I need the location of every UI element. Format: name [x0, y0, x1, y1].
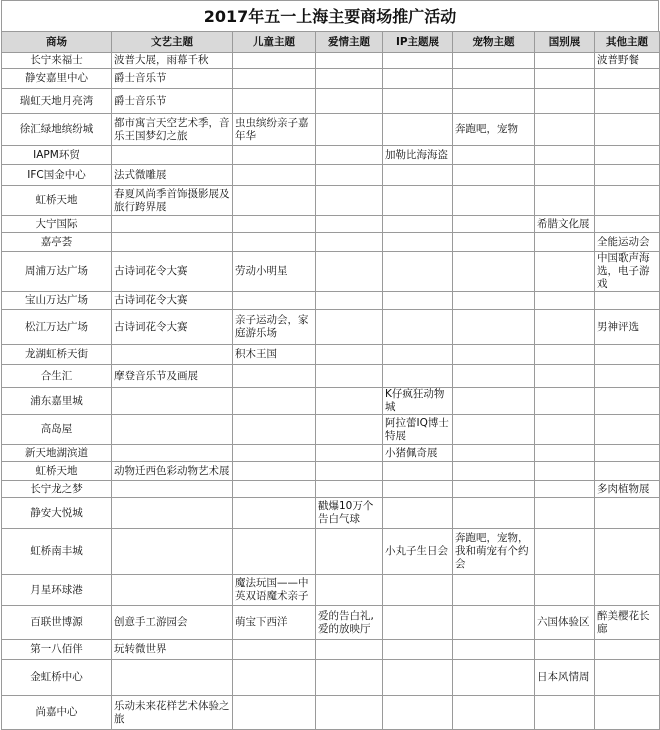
activity-cell	[316, 696, 383, 730]
activity-cell	[316, 310, 383, 345]
activity-cell: 加勒比海海盗	[383, 146, 453, 165]
table-row	[2, 498, 660, 529]
activity-cell	[453, 365, 535, 388]
activity-cell	[383, 575, 453, 606]
activity-cell	[316, 69, 383, 89]
table-row	[2, 53, 660, 69]
activity-cell	[535, 53, 595, 69]
activity-cell	[233, 481, 316, 498]
activity-cell	[453, 216, 535, 233]
table-row	[2, 462, 660, 481]
activity-cell: 波普野餐	[595, 53, 660, 69]
mall-name-cell: 月星环球港	[2, 575, 112, 606]
activity-cell	[383, 660, 453, 696]
mall-name-cell: 宝山万达广场	[2, 292, 112, 310]
mall-name-cell: 浦东嘉里城	[2, 388, 112, 415]
activity-cell	[535, 481, 595, 498]
activity-cell	[535, 388, 595, 415]
activity-cell	[316, 415, 383, 445]
table-row	[2, 388, 660, 415]
table-row	[2, 292, 660, 310]
activity-cell	[316, 462, 383, 481]
activity-cell	[383, 69, 453, 89]
activity-cell	[316, 445, 383, 462]
activity-cell	[453, 462, 535, 481]
activity-cell: 虫虫缤纷亲子嘉年华	[233, 114, 316, 146]
activity-cell	[535, 640, 595, 660]
table-row	[2, 481, 660, 498]
table-row	[2, 575, 660, 606]
activity-cell	[453, 606, 535, 640]
mall-name-cell: IAPM环贸	[2, 146, 112, 165]
activity-cell	[535, 462, 595, 481]
activity-cell	[316, 640, 383, 660]
table-row	[2, 233, 660, 252]
activity-cell: K仔疯狂动物城	[383, 388, 453, 415]
activity-cell	[233, 216, 316, 233]
activity-cell	[233, 640, 316, 660]
activity-cell	[233, 146, 316, 165]
activity-cell: 小猪佩奇展	[383, 445, 453, 462]
activity-cell	[535, 415, 595, 445]
activity-cell	[595, 69, 660, 89]
activity-cell	[233, 365, 316, 388]
activity-cell	[453, 233, 535, 252]
activity-cell: 波普大展，雨幕千秋	[112, 53, 233, 69]
mall-name-cell: 百联世博源	[2, 606, 112, 640]
activity-cell: 法式微雕展	[112, 165, 233, 186]
activity-cell	[112, 529, 233, 575]
activity-cell: 全能运动会	[595, 233, 660, 252]
activity-cell: 爱的告白礼,爱的放映厅	[316, 606, 383, 640]
activity-cell	[453, 53, 535, 69]
table-body	[2, 53, 660, 730]
table-row	[2, 365, 660, 388]
header-row	[2, 32, 660, 53]
activity-cell	[383, 345, 453, 365]
activity-cell: 多肉植物展	[595, 481, 660, 498]
activity-cell	[316, 216, 383, 233]
activity-cell	[316, 53, 383, 69]
activity-cell	[383, 165, 453, 186]
activity-cell	[233, 69, 316, 89]
activity-cell	[595, 445, 660, 462]
activity-cell: 希腊文化展	[535, 216, 595, 233]
activity-cell	[595, 216, 660, 233]
activity-cell	[535, 529, 595, 575]
activity-cell	[595, 660, 660, 696]
activity-cell	[316, 165, 383, 186]
activity-cell: 爵士音乐节	[112, 89, 233, 114]
activity-cell	[233, 498, 316, 529]
activity-cell	[112, 388, 233, 415]
activity-cell	[595, 165, 660, 186]
activity-cell	[535, 365, 595, 388]
table-row	[2, 146, 660, 165]
activity-cell	[535, 114, 595, 146]
table-row	[2, 640, 660, 660]
table-row	[2, 216, 660, 233]
column-header: IP主题展	[383, 32, 453, 53]
activity-cell	[383, 310, 453, 345]
activity-cell	[535, 69, 595, 89]
mall-name-cell: 新天地湖滨道	[2, 445, 112, 462]
activity-cell: 萌宝下西洋	[233, 606, 316, 640]
mall-name-cell: 高岛屋	[2, 415, 112, 445]
activity-cell: 爵士音乐节	[112, 69, 233, 89]
activity-cell: 亲子运动会，家庭游乐场	[233, 310, 316, 345]
activity-cell	[233, 696, 316, 730]
mall-name-cell: 金虹桥中心	[2, 660, 112, 696]
activity-cell: 古诗词花令大赛	[112, 310, 233, 345]
table-row	[2, 252, 660, 292]
activity-cell: 摩登音乐节及画展	[112, 365, 233, 388]
activity-cell	[316, 575, 383, 606]
mall-name-cell: 虹桥南丰城	[2, 529, 112, 575]
activity-cell: 玩转微世界	[112, 640, 233, 660]
mall-name-cell: 龙湖虹桥天街	[2, 345, 112, 365]
activity-cell	[453, 292, 535, 310]
activity-cell	[316, 146, 383, 165]
activity-cell: 春夏风尚季首饰摄影展及旅行跨界展	[112, 186, 233, 216]
activity-cell	[316, 345, 383, 365]
column-header: 国别展	[535, 32, 595, 53]
column-header: 爱情主题	[316, 32, 383, 53]
mall-name-cell: 尚嘉中心	[2, 696, 112, 730]
activity-cell	[383, 89, 453, 114]
activity-cell	[316, 233, 383, 252]
mall-name-cell: 合生汇	[2, 365, 112, 388]
activity-cell: 魔法玩国——中英双语魔术亲子	[233, 575, 316, 606]
activity-cell	[383, 696, 453, 730]
mall-name-cell: 长宁龙之梦	[2, 481, 112, 498]
activity-cell	[233, 233, 316, 252]
activity-cell	[453, 640, 535, 660]
activity-cell	[595, 292, 660, 310]
table-title: 2017年五一上海主要商场推广活动	[1, 0, 659, 31]
column-header: 宠物主题	[453, 32, 535, 53]
activity-cell: 创意手工游园会	[112, 606, 233, 640]
table-row	[2, 89, 660, 114]
activity-cell	[233, 529, 316, 575]
activity-cell	[112, 498, 233, 529]
activity-cell	[316, 186, 383, 216]
mall-name-cell: 嘉亭荟	[2, 233, 112, 252]
mall-name-cell: 第一八佰伴	[2, 640, 112, 660]
activity-cell	[453, 310, 535, 345]
table-row	[2, 69, 660, 89]
activity-cell: 小丸子生日会	[383, 529, 453, 575]
activity-cell	[112, 660, 233, 696]
activity-cell	[535, 146, 595, 165]
activity-cell	[595, 696, 660, 730]
activity-cell	[316, 89, 383, 114]
activity-cell	[453, 481, 535, 498]
table-row	[2, 606, 660, 640]
activity-cell	[453, 660, 535, 696]
activity-cell	[383, 186, 453, 216]
activity-cell	[595, 388, 660, 415]
activity-cell	[595, 146, 660, 165]
activity-cell	[383, 365, 453, 388]
activity-cell: 六国体验区	[535, 606, 595, 640]
column-header: 其他主题	[595, 32, 660, 53]
activity-cell	[233, 165, 316, 186]
activity-cell	[383, 640, 453, 660]
mall-name-cell: IFC国金中心	[2, 165, 112, 186]
activity-cell	[383, 498, 453, 529]
mall-name-cell: 静安大悦城	[2, 498, 112, 529]
activity-cell	[535, 252, 595, 292]
table-row	[2, 186, 660, 216]
activity-cell	[453, 89, 535, 114]
activity-cell	[595, 365, 660, 388]
table-row	[2, 165, 660, 186]
activity-cell	[383, 114, 453, 146]
activity-cell	[112, 233, 233, 252]
mall-name-cell: 徐汇绿地缤纷城	[2, 114, 112, 146]
activity-cell	[453, 498, 535, 529]
mall-name-cell: 瑞虹天地月亮湾	[2, 89, 112, 114]
activity-cell	[233, 186, 316, 216]
activity-cell	[453, 165, 535, 186]
activity-cell: 中国歌声海选，电子游戏	[595, 252, 660, 292]
table-row	[2, 345, 660, 365]
activity-cell	[112, 146, 233, 165]
activity-cell	[316, 660, 383, 696]
activity-cell	[112, 445, 233, 462]
activity-cell: 男神评选	[595, 310, 660, 345]
activity-cell	[535, 575, 595, 606]
activity-cell	[316, 292, 383, 310]
activity-cell	[453, 69, 535, 89]
spreadsheet	[1, 0, 659, 730]
activity-cell	[453, 345, 535, 365]
activity-cell	[316, 481, 383, 498]
activity-cell	[535, 696, 595, 730]
activity-cell	[595, 186, 660, 216]
activity-cell	[112, 216, 233, 233]
table-row	[2, 445, 660, 462]
activity-cell	[595, 462, 660, 481]
activity-cell	[453, 696, 535, 730]
mall-name-cell: 大宁国际	[2, 216, 112, 233]
activity-cell	[233, 388, 316, 415]
activity-cell: 都市寓言天空艺术季，音乐王国梦幻之旅	[112, 114, 233, 146]
activity-cell	[595, 640, 660, 660]
activity-cell: 日本风情周	[535, 660, 595, 696]
activity-cell	[316, 114, 383, 146]
activity-cell	[535, 165, 595, 186]
activity-cell: 阿拉蕾IQ博士特展	[383, 415, 453, 445]
activity-cell	[595, 529, 660, 575]
column-header: 商场	[2, 32, 112, 53]
activity-cell: 戳爆10万个告白气球	[316, 498, 383, 529]
activity-cell	[233, 292, 316, 310]
activity-cell: 古诗词花令大赛	[112, 292, 233, 310]
activity-cell	[316, 388, 383, 415]
activity-cell	[535, 310, 595, 345]
activity-cell	[233, 415, 316, 445]
activity-cell	[383, 53, 453, 69]
activity-cell	[453, 252, 535, 292]
activity-cell	[383, 481, 453, 498]
activity-cell	[453, 388, 535, 415]
table-row	[2, 660, 660, 696]
activity-cell: 劳动小明星	[233, 252, 316, 292]
activity-cell	[383, 252, 453, 292]
activity-cell	[535, 345, 595, 365]
activity-cell: 积木王国	[233, 345, 316, 365]
activity-cell: 奔跑吧，宠物	[453, 114, 535, 146]
mall-name-cell: 虹桥天地	[2, 462, 112, 481]
activity-cell	[595, 89, 660, 114]
activity-cell	[316, 365, 383, 388]
activity-cell	[383, 233, 453, 252]
mall-name-cell: 松江万达广场	[2, 310, 112, 345]
mall-name-cell: 长宁来福士	[2, 53, 112, 69]
activity-cell	[233, 89, 316, 114]
activity-cell	[535, 89, 595, 114]
mall-name-cell: 静安嘉里中心	[2, 69, 112, 89]
activity-cell	[233, 53, 316, 69]
activity-cell	[453, 445, 535, 462]
activity-cell	[595, 415, 660, 445]
mall-name-cell: 虹桥天地	[2, 186, 112, 216]
mall-name-cell: 周浦万达广场	[2, 252, 112, 292]
activity-cell: 古诗词花令大赛	[112, 252, 233, 292]
activity-cell	[112, 575, 233, 606]
activity-cell	[233, 660, 316, 696]
activity-cell	[112, 415, 233, 445]
activity-cell	[535, 445, 595, 462]
activity-table	[1, 31, 660, 730]
table-row	[2, 310, 660, 345]
activity-cell	[316, 529, 383, 575]
activity-cell	[112, 345, 233, 365]
column-header: 儿童主题	[233, 32, 316, 53]
table-row	[2, 114, 660, 146]
activity-cell	[383, 462, 453, 481]
table-row	[2, 529, 660, 575]
activity-cell: 醉美樱花长廊	[595, 606, 660, 640]
activity-cell	[535, 186, 595, 216]
activity-cell: 乐动未来花样艺术体验之旅	[112, 696, 233, 730]
activity-cell	[233, 445, 316, 462]
activity-cell	[383, 292, 453, 310]
activity-cell	[595, 498, 660, 529]
activity-cell	[595, 345, 660, 365]
activity-cell	[453, 186, 535, 216]
activity-cell: 奔跑吧，宠物，我和萌宠有个约会	[453, 529, 535, 575]
activity-cell	[316, 252, 383, 292]
activity-cell	[595, 575, 660, 606]
activity-cell: 动物迁西色彩动物艺术展	[112, 462, 233, 481]
activity-cell	[112, 481, 233, 498]
activity-cell	[535, 498, 595, 529]
activity-cell	[535, 233, 595, 252]
activity-cell	[453, 575, 535, 606]
activity-cell	[233, 462, 316, 481]
activity-cell	[453, 415, 535, 445]
column-header: 文艺主题	[112, 32, 233, 53]
activity-cell	[595, 114, 660, 146]
table-row	[2, 696, 660, 730]
activity-cell	[383, 216, 453, 233]
activity-cell	[453, 146, 535, 165]
activity-cell	[383, 606, 453, 640]
activity-cell	[535, 292, 595, 310]
table-row	[2, 415, 660, 445]
